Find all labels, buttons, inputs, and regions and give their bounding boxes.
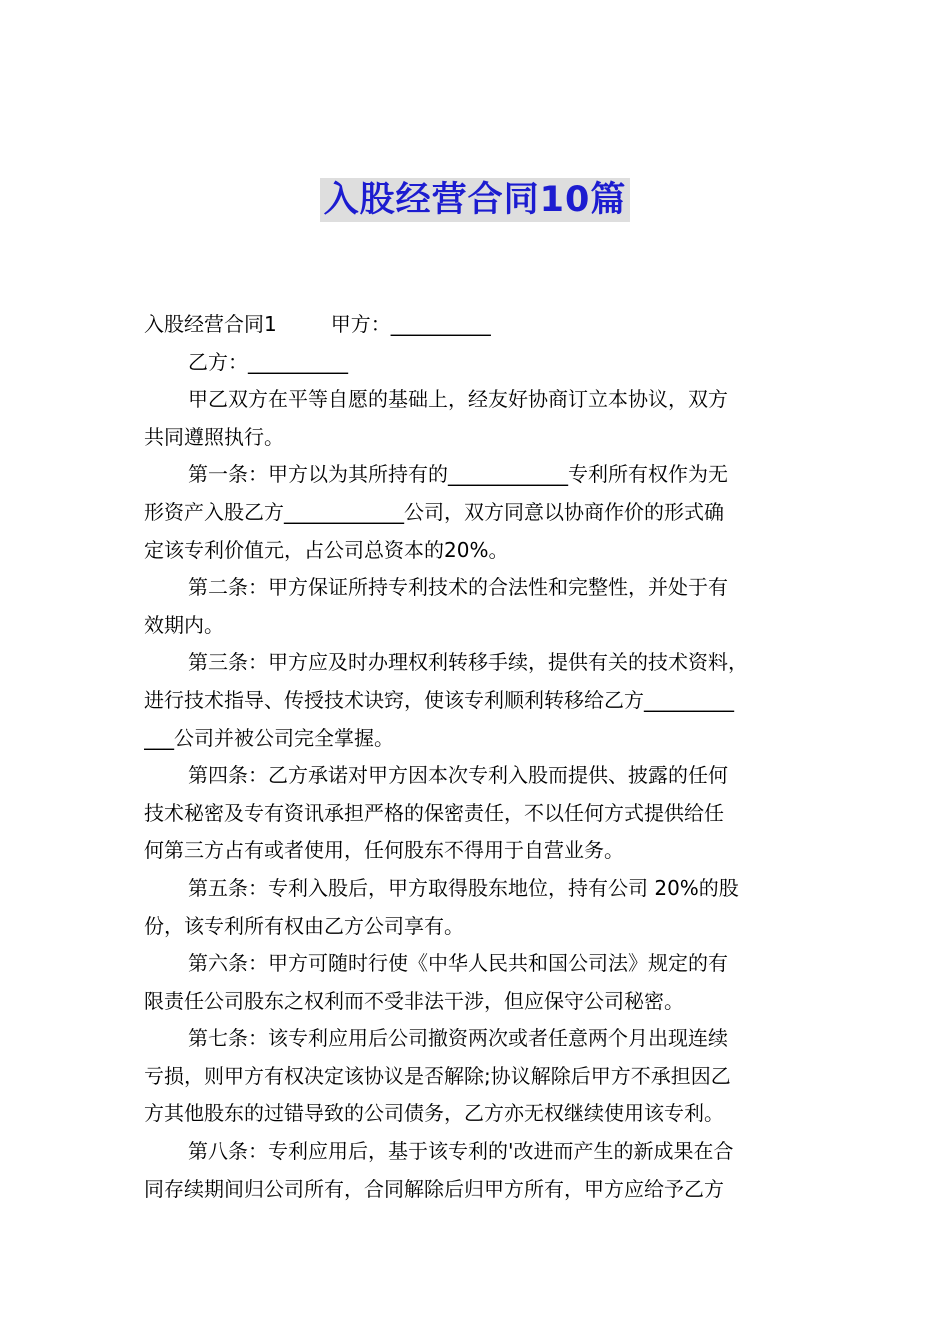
paragraph-line — [144, 607, 810, 645]
line-text: 第二条：甲方保证所持专利技术的合法性和完整性，并处于有 — [188, 575, 728, 600]
line-text: 同存续期间归公司所有，合同解除后归甲方所有，甲方应给予乙方 — [144, 1176, 724, 1201]
paragraph-line — [144, 870, 810, 908]
line-text: 限责任公司股东之权利而不受非法干涉，但应保守公司秘密。 — [144, 988, 684, 1013]
line-text: 方其他股东的过错导致的公司债务，乙方亦无权继续使用该专利。 — [144, 1101, 724, 1126]
party-a-field: 甲方：__________ — [330, 312, 491, 336]
paragraph-line — [144, 569, 810, 607]
line-text: 进行技术指导、传授技术诀窍，使该专利顺利转移给乙方_________ — [144, 687, 734, 712]
line-text: 技术秘密及专有资讯承担严格的保密责任，不以任何方式提供给任 — [144, 800, 724, 825]
paragraph-line — [144, 983, 810, 1021]
paragraph-line — [144, 456, 810, 494]
line-text: ___公司并被公司完全掌握。 — [144, 725, 394, 750]
line-text: 份，该专利所有权由乙方公司享有。 — [144, 913, 464, 938]
line-text: 形资产入股乙方____________公司，双方同意以协商作价的形式确 — [144, 499, 724, 524]
paragraph-line — [144, 682, 810, 720]
paragraph-line — [144, 381, 810, 419]
line-text: 第六条：甲方可随时行使《中华人民共和国公司法》规定的有 — [188, 951, 728, 976]
paragraph-line — [144, 1171, 810, 1209]
paragraph-line — [144, 757, 810, 795]
paragraph-line — [144, 1095, 810, 1133]
paragraph-line — [144, 1058, 810, 1096]
title-container — [0, 178, 950, 222]
line-text: 第四条：乙方承诺对甲方因本次专利入股而提供、披露的任何 — [188, 763, 728, 788]
paragraph-line — [144, 795, 810, 833]
line-text: 入股经营合同1 — [144, 312, 277, 336]
paragraph-line — [144, 832, 810, 870]
paragraph-line — [144, 644, 810, 682]
paragraph-line — [144, 419, 810, 457]
paragraph-line — [144, 306, 810, 344]
paragraph-line — [144, 1020, 810, 1058]
line-text: 第一条：甲方以为其所持有的____________专利所有权作为无 — [188, 462, 728, 487]
line-text: 第八条：专利应用后，基于该专利的'改进而产生的新成果在合 — [188, 1139, 734, 1164]
paragraph-line — [144, 532, 810, 570]
paragraph-line — [144, 908, 810, 946]
line-text: 共同遵照执行。 — [144, 424, 284, 449]
line-text: 亏损，则甲方有权决定该协议是否解除;协议解除后甲方不承担因乙 — [144, 1063, 731, 1088]
line-text: 甲乙双方在平等自愿的基础上，经友好协商订立本协议，双方 — [188, 387, 728, 412]
line-text: 第五条：专利入股后，甲方取得股东地位，持有公司 20%的股 — [188, 875, 739, 900]
line-text: 定该专利价值元，占公司总资本的20%。 — [144, 537, 509, 562]
line-text: 第三条：甲方应及时办理权利转移手续，提供有关的技术资料， — [188, 650, 748, 675]
paragraph-line — [144, 720, 810, 758]
line-text: 何第三方占有或者使用，任何股东不得用于自营业务。 — [144, 838, 624, 863]
document-body — [144, 306, 810, 1208]
paragraph-line — [144, 494, 810, 532]
paragraph-line — [144, 344, 810, 382]
paragraph-line — [144, 945, 810, 983]
paragraph-line — [144, 1133, 810, 1171]
line-text: 第七条：该专利应用后公司撤资两次或者任意两个月出现连续 — [188, 1026, 728, 1051]
line-text: 效期内。 — [144, 612, 224, 637]
line-text: 乙方：__________ — [188, 349, 348, 374]
document-title: 入股经营合同10篇 — [320, 178, 631, 222]
